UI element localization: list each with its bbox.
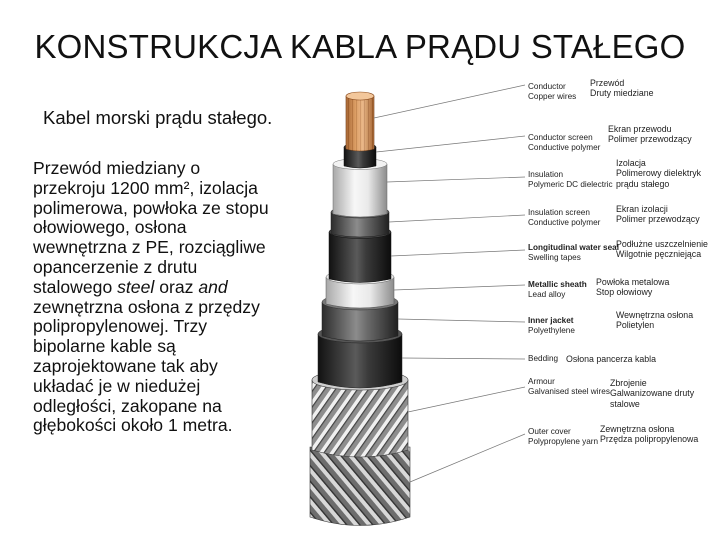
layer-en-material: Conductive polymer: [528, 217, 601, 227]
layer-en-material: Conductive polymer: [528, 142, 601, 152]
layer-en-name: Armour: [528, 377, 555, 386]
layer-label-inner-jacket: [528, 316, 575, 335]
layer-en-name: Conductor screen: [528, 133, 593, 142]
layer-pl-label-water-seal: [616, 239, 708, 260]
layer-pl-name: Powłoka metalowa: [596, 277, 670, 287]
body-line: układać je w niedużej: [33, 375, 201, 396]
layer-en-name: Metallic sheath: [528, 280, 587, 289]
layer-pl-name: Ekran przewodu: [608, 124, 672, 134]
layer-en-name: Conductor: [528, 82, 566, 91]
layer-label-bedding: [528, 354, 558, 364]
body-line: [33, 278, 323, 298]
layer-pl-label-conductor: [590, 78, 654, 99]
layer-en-material: Swelling tapes: [528, 252, 581, 262]
layer-label-insulation: [528, 170, 613, 189]
body-line: polimerowa, powłoka ze stopu: [33, 197, 269, 218]
layer-en-name: Bedding: [528, 354, 559, 363]
slide-subtitle: Kabel morski prądu stałego.: [43, 107, 273, 128]
layer-en-material: Polyethylene: [528, 325, 575, 335]
layer-pl-name: Osłona pancerza kabla: [566, 354, 656, 364]
layer-en-material: Polymeric DC dielectric: [528, 179, 613, 189]
body-word-italic: steel: [117, 276, 155, 297]
body-line: przekroju 1200 mm², izolacja: [33, 177, 258, 198]
body-word-italic: and: [198, 276, 228, 297]
layer-label-armour: [528, 377, 610, 396]
layer-pl-material: Stop ołowiowy: [596, 287, 653, 298]
body-line: polipropylenowej. Trzy: [33, 316, 208, 337]
layer-pl-material: Polimer przewodzący: [608, 134, 692, 145]
body-word: oraz: [159, 276, 194, 297]
layer-pl-label-bedding: [566, 354, 656, 364]
layer-pl-material-cont: stalowe: [610, 398, 640, 409]
body-line: Przewód miedziany o: [33, 158, 201, 178]
layer-pl-material: Polimer przewodzący: [616, 214, 700, 225]
body-word: stalowego: [33, 276, 113, 297]
layer-pl-name: Zbrojenie: [610, 378, 647, 388]
layer-pl-name: Podłużne uszczelnienie: [616, 239, 708, 249]
slide-title: KONSTRUKCJA KABLA PRĄDU STAŁEGO: [34, 28, 686, 65]
body-paragraph: [33, 159, 323, 436]
body-line: odległości, zakopane na: [33, 395, 222, 416]
layer-pl-label-armour: [610, 378, 694, 409]
layer-pl-label-metallic-sheath: [596, 277, 669, 298]
layer-pl-name: Zewnętrzna osłona: [600, 424, 675, 434]
layer-en-material: Polypropylene yarn: [528, 436, 599, 446]
layer-pl-material: Przędza polipropylenowa: [600, 434, 699, 445]
layer-en-material: Galvanised steel wires: [528, 386, 610, 396]
layer-pl-material: Wilgotnie pęczniejąca: [616, 249, 702, 260]
layer-label-metallic-sheath: [528, 280, 587, 299]
body-line: wewnętrzna z PE, rozciągliwe: [33, 237, 266, 258]
layer-pl-name: Wewnętrzna osłona: [616, 310, 694, 320]
layer-pl-label-insulation: [616, 158, 701, 189]
layer-label-conductor-screen: [528, 133, 600, 152]
layer-label-conductor: [528, 82, 576, 101]
body-line: bipolarne kable są: [33, 336, 176, 357]
layer-en-name: Insulation: [528, 170, 564, 179]
body-line: zewnętrzna osłona z przędzy: [33, 296, 260, 317]
layer-pl-label-inner-jacket: [616, 310, 693, 331]
layer-pl-label-conductor-screen: [608, 124, 692, 145]
body-line: ołowiowego, osłona: [33, 217, 187, 238]
layer-en-material: Copper wires: [528, 91, 577, 101]
layer-label-outer-cover: [528, 427, 598, 446]
layer-pl-name: Izolacja: [616, 158, 646, 168]
cable-cross-section-figure: [300, 72, 720, 532]
layer-pl-material: Polietylen: [616, 320, 655, 331]
body-line: opancerzenie z drutu: [33, 256, 198, 277]
layer-label-insulation-screen: [528, 208, 600, 227]
layer-pl-material: Druty miedziane: [590, 88, 654, 99]
layer-pl-name: Ekran izolacji: [616, 204, 668, 214]
layer-en-material: Lead alloy: [528, 289, 566, 299]
layer-en-name: Longitudinal water seal: [528, 243, 619, 252]
layer-pl-label-outer-cover: [600, 424, 698, 445]
layer-pl-material: Galwanizowane druty: [610, 388, 695, 399]
layer-label-water-seal: [528, 243, 619, 262]
layer-pl-material-cont: prądu stałego: [616, 178, 670, 189]
layer-pl-label-insulation-screen: [616, 204, 700, 225]
body-line: zaprojektowane tak aby: [33, 355, 218, 376]
body-line: głębokości około 1 metra.: [33, 415, 233, 436]
layer-pl-material: Polimerowy dielektryk: [616, 168, 702, 179]
layer-en-name: Inner jacket: [528, 316, 574, 325]
layer-en-name: Outer cover: [528, 427, 571, 436]
layer-en-name: Insulation screen: [528, 208, 590, 217]
layer-pl-name: Przewód: [590, 78, 625, 88]
